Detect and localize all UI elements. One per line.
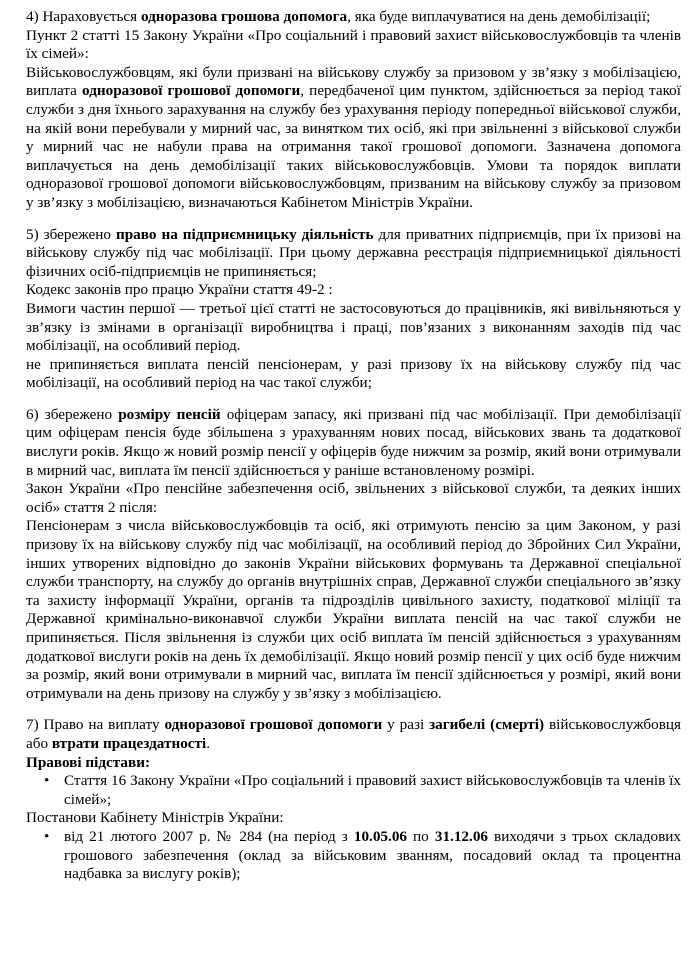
section-5: [26, 226, 681, 393]
legal-basis-label: Правові підстави:: [26, 753, 151, 771]
section-5-extra: не припиняється виплата пенсій пенсіонерам, у разі призову їх на військову службу під час мобілізації, на особливий період на час такої служби;: [26, 355, 681, 392]
section-5-law-ref: Кодекс законів про працю України стаття 49-2 :: [26, 281, 333, 299]
list-item: • від 21 лютого 2007 р. № 284 (на період з 10.05.06 по 31.12.06 виходячи з трьох складових грошового забезпечення (оклад за військовим званням, посадовий оклад та процентна надбавка за вислугу років);: [64, 828, 681, 884]
legal-basis-list: [26, 772, 681, 809]
resolutions-list: [26, 828, 681, 884]
section-4-body: Військовослужбовцям, які були призвані на військову службу за призовом у зв’язку з мобілізацією, виплата одноразової грошової допомоги, передбаченої цим пунктом, здійснюється за період такої служби з дня їхнього зарахування на службу без урахування періоду попередньої військової служби, на якій вони перебували у мирний час, за винятком тих осіб, які при звільненні з військової служби у мирний час не набули права на отримання такої грошової допомоги. Зазначена допомога виплачується на день демобілізації таких військовослужбовців. Умови та порядок виплати одноразової грошової допомоги військовослужбовцям, призваним на військову службу за призовом у зв’язку з мобілізацією, визначаються Кабінетом Міністрів України.: [26, 63, 681, 211]
section-7: [26, 716, 681, 883]
list-item: • Стаття 16 Закону України «Про соціальний і правовий захист військовослужбовців та членів їх сімей»;: [64, 772, 681, 809]
section-7-heading: 7) Право на виплату одноразової грошової допомоги у разі загибелі (смерті) військовослужбовця або втрати працездатності.: [26, 716, 681, 752]
section-6: [26, 406, 681, 704]
section-6-body: Пенсіонерам з числа військовослужбовців та осіб, які отримують пенсію за цим Законом, у разі призову їх на військову службу під час мобілізації, на особливий період до Збройних Сил України, інших утворених відповідно до законів України військових формувань та Державної спеціальної служби транспорту, на службу до органів внутрішніх справ, Державної служби спеціального зв’язку та захисту інформації України, органів та підрозділів цивільного захисту, податкової міліції та Державної кримінально-виконавчої служби України виплата пенсій на час такої служби не припиняється. Після звільнення із служби цих осіб виплата їм пенсій здійснюється з урахуванням додаткової вислуги років на день їх демобілізації. Якщо новий розмір пенсії у цих осіб буде нижчим за розмір, який вони отримували в мирний час, виплата їм пенсії здійснюється у розмірі, який вони отримували на день призову на службу у зв’язку з мобілізацією.: [26, 517, 681, 702]
section-6-law-ref: Закон України «Про пенсійне забезпечення осіб, звільнених з військової служби, та деяких інших осіб» стаття 2 після:: [26, 480, 681, 516]
resolutions-label: Постанови Кабінету Міністрів України:: [26, 809, 284, 827]
section-4: [26, 8, 681, 213]
section-6-heading: 6) збережено розміру пенсій офіцерам запасу, які призвані під час мобілізації. При демобілізації цим офіцерам пенсія буде збільшена з урахуванням нових посад, військових звань та додаткової вислуги років. Якщо ж новий розмір пенсії у офіцерів буде нижчим за розмір, який вони отримували в мирний час, виплата їм пенсії здійснюється у раніше встановленому розмірі.: [26, 405, 681, 479]
section-4-law-ref: Пункт 2 статті 15 Закону України «Про соціальний і правовий захист військовослужбовців та членів їх сімей»:: [26, 26, 681, 63]
section-4-heading-bold: одноразова грошова допомога: [140, 8, 348, 25]
section-5-body: Вимоги частин першої — третьої цієї статті не застосовуються до працівників, які вивільняються у зв’язку із змінами в організації виробництва і праці, пов’язаних з виконанням заходів під час мобілізації, на особливий період.: [26, 299, 681, 355]
section-6-heading-bold: розміру пенсій: [118, 405, 221, 423]
section-4-body-bold: одноразової грошової допомоги: [82, 82, 301, 100]
section-5-heading-bold: право на підприємницьку діяльність: [115, 225, 374, 243]
section-5-heading: 5) збережено право на підприємницьку діяльність для приватних підприємців, при їх призові на військову службу під час мобілізації. При цьому державна реєстрація підприємницької діяльності фізичних осіб-підприємців не припиняється;: [26, 225, 682, 280]
section-4-heading: 4) Нараховується одноразова грошова допомога, яка буде виплачуватися на день демобілізації;: [26, 8, 651, 25]
